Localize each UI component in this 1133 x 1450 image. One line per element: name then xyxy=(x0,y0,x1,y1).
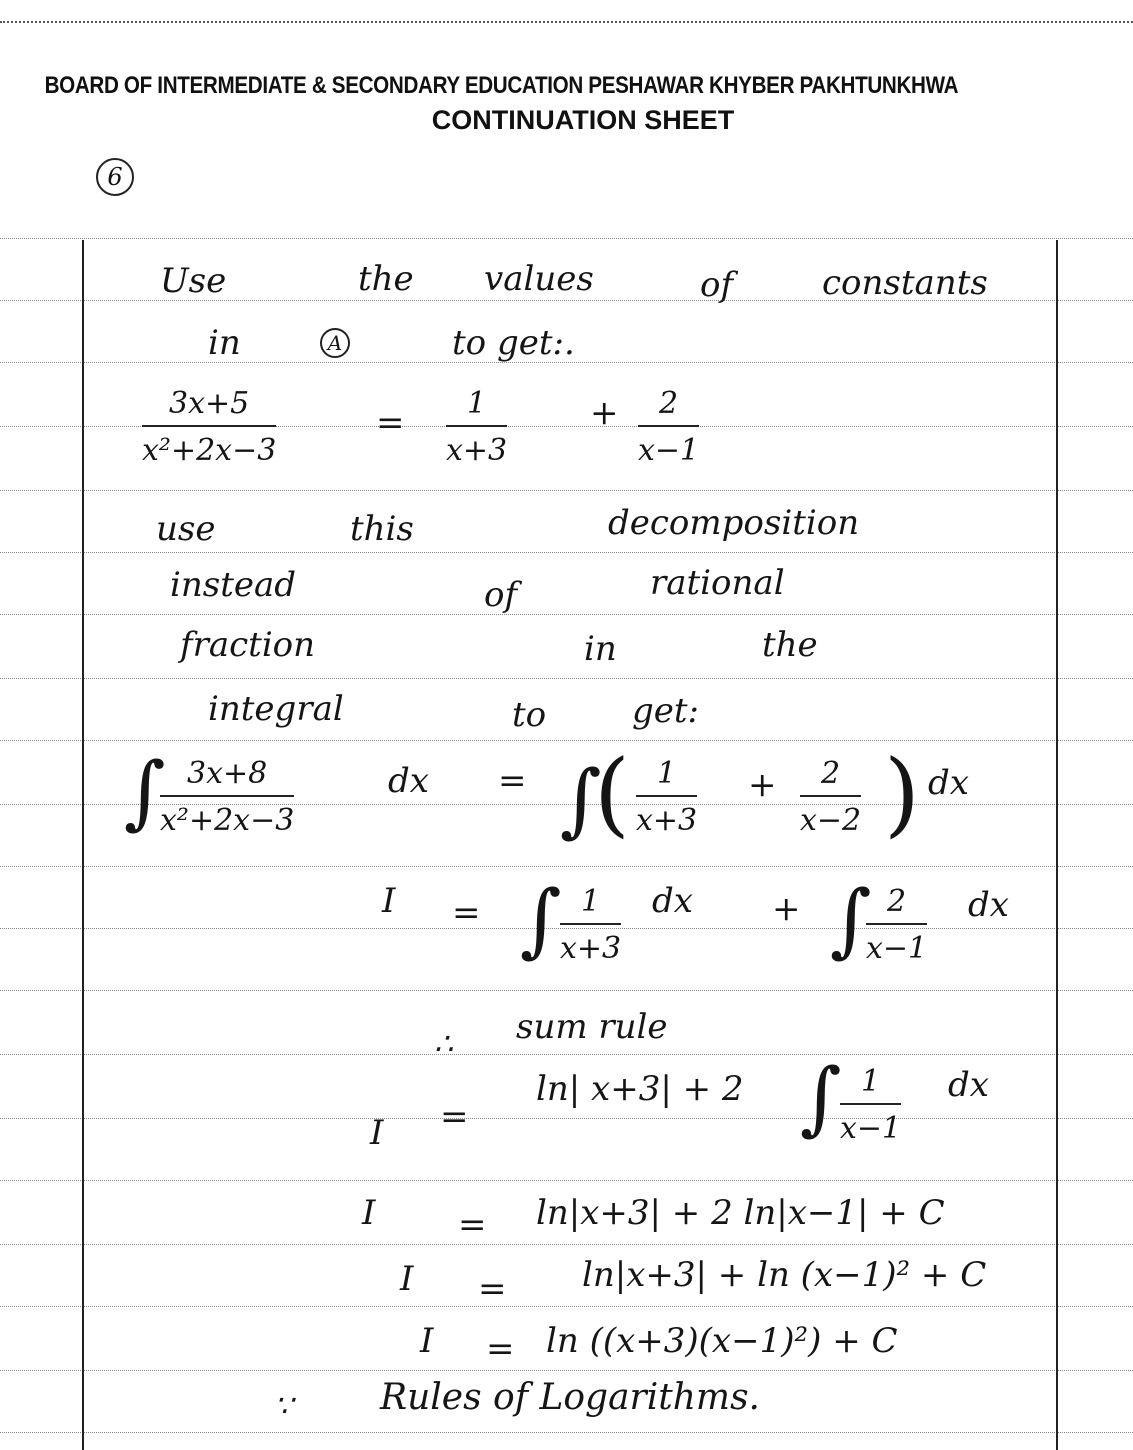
denominator: x²+2x−3 xyxy=(142,433,277,468)
expression: ln|x+3| + 2 ln|x−1| + C xyxy=(536,1193,945,1233)
answer-word: of xyxy=(484,575,518,615)
answer-word: to xyxy=(512,695,547,735)
answer-word: of xyxy=(700,265,734,305)
denominator: x+3 xyxy=(560,931,622,966)
integral-sign: ∫ xyxy=(560,753,602,846)
integral-sign: ∫ xyxy=(800,1051,842,1144)
answer-word: the xyxy=(762,625,818,665)
answer-word: in xyxy=(208,323,241,363)
plus-sign: + xyxy=(590,393,619,433)
fraction-term xyxy=(446,386,507,468)
ruled-line xyxy=(0,1306,1133,1307)
ruled-line xyxy=(0,552,1133,553)
ruled-line xyxy=(0,490,1133,491)
top-dotted-rule xyxy=(0,21,1133,23)
numerator: 2 xyxy=(638,386,699,427)
expression: ln ((x+3)(x−1)²) + C xyxy=(546,1321,898,1361)
answer-word: values xyxy=(484,259,594,299)
denominator: x+3 xyxy=(446,433,508,468)
differential: dx xyxy=(948,1065,989,1105)
answer-word: this xyxy=(350,509,414,549)
integral-sign: ∫ xyxy=(520,873,562,966)
plus-sign: + xyxy=(748,765,777,805)
ruled-line xyxy=(0,1180,1133,1181)
page-number-circle: 6 xyxy=(96,158,134,196)
ruled-line xyxy=(0,866,1133,867)
fraction-term xyxy=(636,756,697,838)
numerator: 1 xyxy=(446,386,507,427)
answer-word: decomposition xyxy=(608,503,860,543)
answer-word: Use xyxy=(160,261,227,301)
ruled-line xyxy=(0,1118,1133,1119)
sheet-title: CONTINUATION SHEET xyxy=(431,105,735,135)
differential: dx xyxy=(928,763,969,803)
ruled-line xyxy=(0,740,1133,741)
integral-variable: I xyxy=(362,1193,376,1233)
answer-word: fraction xyxy=(180,625,316,665)
denominator: x−1 xyxy=(840,1111,902,1146)
rule-note: sum rule xyxy=(516,1007,668,1047)
differential: dx xyxy=(388,761,429,801)
numerator: 1 xyxy=(636,756,697,797)
ruled-line xyxy=(0,678,1133,679)
ruled-line xyxy=(0,1244,1133,1245)
equals-sign: = xyxy=(440,1097,469,1137)
expression: ln|x+3| + ln (x−1)² + C xyxy=(582,1255,987,1295)
integral-variable: I xyxy=(420,1321,434,1361)
right-paren: ) xyxy=(884,740,920,847)
denominator: x−1 xyxy=(866,931,928,966)
integral-sign: ∫ xyxy=(830,873,872,966)
differential: dx xyxy=(968,885,1009,925)
answer-word: the xyxy=(358,259,414,299)
integral-sign: ∫ xyxy=(124,745,166,838)
ruled-line xyxy=(0,1054,1133,1055)
equals-sign: = xyxy=(458,1205,487,1245)
integral-variable: I xyxy=(382,881,396,921)
expression: ln| x+3| + 2 xyxy=(536,1069,744,1109)
equals-sign: = xyxy=(376,403,405,443)
answer-word: in xyxy=(584,629,617,669)
ruled-line xyxy=(0,614,1133,615)
answer-word: to get:. xyxy=(452,323,575,363)
numerator: 1 xyxy=(560,884,621,925)
left-paren: ( xyxy=(594,740,630,847)
answer-word: constants xyxy=(822,263,988,303)
equals-sign: = xyxy=(478,1269,507,1309)
integral-variable: I xyxy=(400,1259,414,1299)
answer-word: integral xyxy=(208,689,344,729)
answer-word: get: xyxy=(632,691,700,731)
plus-sign: + xyxy=(772,889,801,929)
fraction-lhs xyxy=(160,756,294,838)
equals-sign: = xyxy=(452,893,481,933)
numerator: 2 xyxy=(866,884,927,925)
numerator: 2 xyxy=(800,756,861,797)
answer-word: use xyxy=(156,509,216,549)
label-a-circle: A xyxy=(320,328,350,358)
right-margin-line xyxy=(1056,240,1058,1450)
fraction-term xyxy=(866,884,927,966)
rule-note: Rules of Logarithms. xyxy=(380,1377,760,1418)
fraction-term xyxy=(800,756,861,838)
therefore-symbol: ∴ xyxy=(434,1027,454,1062)
numerator: 3x+5 xyxy=(142,386,276,427)
answer-word: rational xyxy=(650,563,785,603)
ruled-line xyxy=(0,1370,1133,1371)
denominator: x−2 xyxy=(800,803,862,838)
denominator: x²+2x−3 xyxy=(160,803,295,838)
denominator: x−1 xyxy=(638,433,700,468)
board-header: BOARD OF INTERMEDIATE & SECONDARY EDUCATION PESHAWAR KHYBER PAKHTUNKHWA xyxy=(44,72,959,99)
numerator: 1 xyxy=(840,1064,901,1105)
equals-sign: = xyxy=(498,761,527,801)
fraction-term xyxy=(638,386,699,468)
fraction-term xyxy=(560,884,621,966)
integral-variable: I xyxy=(370,1113,384,1153)
fraction-lhs xyxy=(142,386,276,468)
answer-word: instead xyxy=(170,565,297,605)
equals-sign: = xyxy=(486,1329,515,1369)
numerator: 3x+8 xyxy=(160,756,294,797)
because-symbol: ∵ xyxy=(274,1389,294,1424)
fraction-term xyxy=(840,1064,901,1146)
left-margin-line xyxy=(82,240,84,1450)
denominator: x+3 xyxy=(636,803,698,838)
ruled-line xyxy=(0,990,1133,991)
differential: dx xyxy=(652,881,693,921)
ruled-line xyxy=(0,238,1133,239)
ruled-line xyxy=(0,1432,1133,1433)
